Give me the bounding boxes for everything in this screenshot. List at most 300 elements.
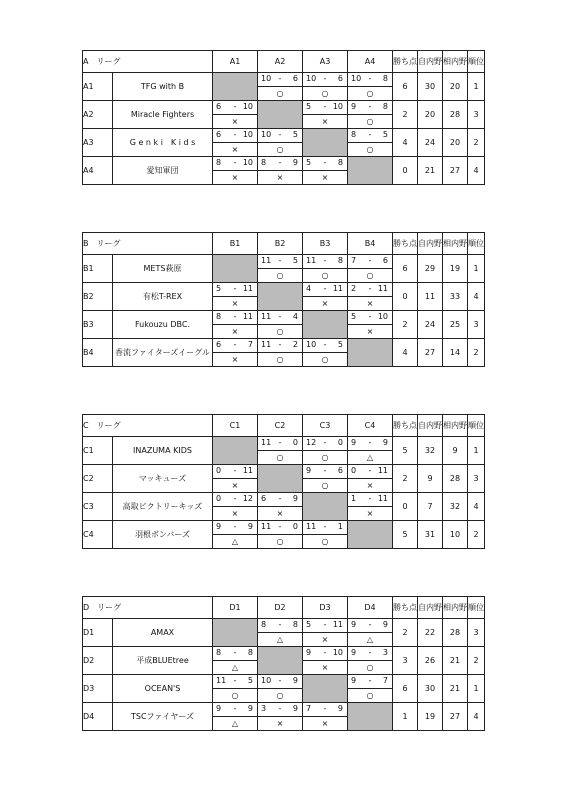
column-header: B4: [348, 233, 393, 255]
score-opp: 9: [292, 494, 298, 503]
result-mark: ×: [213, 353, 258, 367]
team-name: 香流ファイターズイーグル: [113, 339, 213, 367]
score-dash: -: [368, 466, 372, 475]
stat-header: 自内野: [418, 415, 443, 437]
score-own: 5: [306, 158, 312, 167]
score-dash: -: [323, 438, 327, 447]
score-own: 8: [261, 158, 267, 167]
stat-pts: 5: [393, 521, 418, 549]
stat-pts: 5: [393, 437, 418, 465]
score-own: 5: [351, 312, 357, 321]
team-name: マッキューズ: [113, 465, 213, 493]
stat-own: 7: [418, 493, 443, 521]
score-own: 11: [261, 522, 272, 531]
result-mark: △: [213, 661, 258, 675]
team-row: [83, 437, 485, 451]
league-table: [82, 596, 485, 731]
score-dash: -: [233, 704, 237, 713]
stat-rank: 3: [468, 465, 485, 493]
score-opp: 10: [377, 312, 388, 321]
self-match-cell: [303, 493, 348, 521]
score-own: 0: [351, 466, 357, 475]
score-opp: 9: [337, 704, 343, 713]
score-own: 11: [216, 676, 227, 685]
score-cell: [303, 283, 348, 297]
column-header: D1: [213, 597, 258, 619]
result-mark: ×: [348, 479, 393, 493]
score-dash: -: [233, 648, 237, 657]
score-dash: -: [323, 340, 327, 349]
score-dash: -: [323, 648, 327, 657]
score-cell: [348, 437, 393, 451]
score-dash: -: [368, 74, 372, 83]
stat-pts: 2: [393, 101, 418, 129]
score-own: 8: [216, 312, 222, 321]
score-dash: -: [278, 620, 282, 629]
score-opp: 5: [382, 130, 388, 139]
stat-pts: 6: [393, 255, 418, 283]
self-match-cell: [258, 283, 303, 311]
score-dash: -: [278, 438, 282, 447]
score-dash: -: [323, 158, 327, 167]
score-cell: [303, 521, 348, 535]
score-own: 11: [261, 312, 272, 321]
score-opp: 9: [247, 704, 253, 713]
score-opp: 6: [382, 256, 388, 265]
score-own: 5: [306, 620, 312, 629]
score-opp: 5: [247, 676, 253, 685]
score-opp: 10: [332, 102, 343, 111]
score-own: 5: [216, 284, 222, 293]
score-cell: [303, 255, 348, 269]
score-opp: 9: [292, 704, 298, 713]
result-mark: ○: [258, 143, 303, 157]
score-opp: 2: [292, 340, 298, 349]
stat-rank: 4: [468, 283, 485, 311]
score-dash: -: [278, 256, 282, 265]
score-cell: [348, 255, 393, 269]
team-row: [83, 73, 485, 87]
team-name: METS萩原: [113, 255, 213, 283]
team-name: AMAX: [113, 619, 213, 647]
score-own: 9: [306, 648, 312, 657]
score-cell: [348, 493, 393, 507]
stat-rank: 2: [468, 647, 485, 675]
team-row: [83, 647, 485, 661]
team-id: C2: [83, 465, 113, 493]
score-opp: 11: [377, 466, 388, 475]
score-own: 4: [306, 284, 312, 293]
score-opp: 1: [337, 522, 343, 531]
column-header: A1: [213, 51, 258, 73]
score-opp: 5: [292, 130, 298, 139]
score-cell: [348, 675, 393, 689]
score-cell: [258, 339, 303, 353]
result-mark: ○: [258, 269, 303, 283]
score-cell: [303, 465, 348, 479]
score-opp: 4: [292, 312, 298, 321]
stat-opp: 20: [443, 73, 468, 101]
score-dash: -: [278, 312, 282, 321]
stat-rank: 1: [468, 437, 485, 465]
stat-pts: 1: [393, 703, 418, 731]
stat-header: 勝ち点: [393, 233, 418, 255]
stat-own: 32: [418, 437, 443, 465]
result-mark: ×: [348, 297, 393, 311]
column-header: A3: [303, 51, 348, 73]
score-cell: [213, 157, 258, 171]
score-own: 8: [216, 648, 222, 657]
score-opp: 0: [337, 438, 343, 447]
stat-own: 24: [418, 311, 443, 339]
score-cell: [258, 157, 303, 171]
stat-rank: 2: [468, 129, 485, 157]
self-match-cell: [213, 437, 258, 465]
stat-opp: 27: [443, 703, 468, 731]
self-match-cell: [348, 157, 393, 185]
score-opp: 10: [242, 158, 253, 167]
team-id: D2: [83, 647, 113, 675]
team-name: G e n k i K i d s: [113, 129, 213, 157]
result-mark: ○: [348, 689, 393, 703]
score-dash: -: [323, 704, 327, 713]
team-name: TSCファイヤーズ: [113, 703, 213, 731]
score-own: 9: [351, 676, 357, 685]
score-cell: [303, 437, 348, 451]
score-own: 9: [351, 102, 357, 111]
result-mark: ○: [303, 479, 348, 493]
score-own: 8: [351, 130, 357, 139]
result-mark: ×: [303, 661, 348, 675]
stat-own: 22: [418, 619, 443, 647]
stat-own: 9: [418, 465, 443, 493]
self-match-cell: [258, 647, 303, 675]
league-header-row: [83, 415, 485, 437]
score-cell: [303, 339, 348, 353]
score-own: 6: [216, 130, 222, 139]
column-header: D3: [303, 597, 348, 619]
team-name: Miracle Fighters: [113, 101, 213, 129]
team-row: [83, 101, 485, 115]
score-cell: [213, 521, 258, 535]
score-own: 10: [306, 340, 317, 349]
score-dash: -: [278, 522, 282, 531]
team-row: [83, 255, 485, 269]
score-own: 10: [351, 74, 362, 83]
stat-header: 自内野: [418, 597, 443, 619]
score-opp: 6: [337, 74, 343, 83]
stat-opp: 28: [443, 101, 468, 129]
result-mark: ×: [258, 171, 303, 185]
score-own: 9: [351, 648, 357, 657]
team-id: B4: [83, 339, 113, 367]
result-mark: ○: [348, 269, 393, 283]
score-cell: [303, 703, 348, 717]
score-opp: 0: [292, 522, 298, 531]
score-dash: -: [233, 494, 237, 503]
result-mark: ○: [303, 353, 348, 367]
score-own: 0: [216, 494, 222, 503]
result-mark: ×: [258, 717, 303, 731]
league-table: [82, 50, 485, 185]
result-mark: ○: [303, 535, 348, 549]
stat-header: 勝ち点: [393, 51, 418, 73]
score-own: 9: [216, 704, 222, 713]
stat-own: 24: [418, 129, 443, 157]
stat-own: 27: [418, 339, 443, 367]
score-dash: -: [278, 130, 282, 139]
score-dash: -: [233, 312, 237, 321]
score-opp: 6: [292, 74, 298, 83]
self-match-cell: [303, 129, 348, 157]
stat-opp: 33: [443, 283, 468, 311]
team-row: [83, 675, 485, 689]
score-opp: 5: [337, 340, 343, 349]
result-mark: ×: [213, 325, 258, 339]
result-mark: ○: [258, 689, 303, 703]
score-cell: [213, 311, 258, 325]
stat-own: 30: [418, 675, 443, 703]
team-id: D3: [83, 675, 113, 703]
stat-rank: 4: [468, 157, 485, 185]
result-mark: ×: [303, 633, 348, 647]
score-dash: -: [368, 494, 372, 503]
score-cell: [213, 339, 258, 353]
score-cell: [303, 101, 348, 115]
stat-header: 順位: [468, 51, 485, 73]
stat-header: 自内野: [418, 51, 443, 73]
stat-rank: 1: [468, 675, 485, 703]
score-dash: -: [233, 676, 237, 685]
score-cell: [348, 129, 393, 143]
score-own: 9: [306, 466, 312, 475]
score-opp: 8: [382, 102, 388, 111]
score-cell: [258, 129, 303, 143]
stat-opp: 14: [443, 339, 468, 367]
score-opp: 10: [242, 130, 253, 139]
score-cell: [213, 493, 258, 507]
score-cell: [348, 647, 393, 661]
stat-header: 相内野: [443, 415, 468, 437]
result-mark: ○: [258, 325, 303, 339]
stat-opp: 21: [443, 675, 468, 703]
score-opp: 7: [382, 676, 388, 685]
column-header: B2: [258, 233, 303, 255]
stat-pts: 4: [393, 339, 418, 367]
stat-pts: 2: [393, 465, 418, 493]
team-row: [83, 311, 485, 325]
score-own: 11: [306, 522, 317, 531]
team-row: [83, 703, 485, 717]
score-cell: [213, 283, 258, 297]
score-cell: [348, 73, 393, 87]
stat-opp: 21: [443, 647, 468, 675]
team-name: TFG with B: [113, 73, 213, 101]
stat-pts: 0: [393, 157, 418, 185]
stat-opp: 10: [443, 521, 468, 549]
result-mark: ○: [258, 87, 303, 101]
result-mark: ×: [258, 507, 303, 521]
score-cell: [258, 311, 303, 325]
stat-opp: 27: [443, 157, 468, 185]
score-cell: [213, 129, 258, 143]
self-match-cell: [213, 619, 258, 647]
score-own: 7: [306, 704, 312, 713]
score-opp: 8: [337, 158, 343, 167]
score-opp: 11: [332, 620, 343, 629]
score-dash: -: [368, 676, 372, 685]
stat-own: 26: [418, 647, 443, 675]
league-header-row: [83, 233, 485, 255]
score-dash: -: [233, 158, 237, 167]
score-dash: -: [368, 620, 372, 629]
score-own: 5: [306, 102, 312, 111]
score-opp: 9: [247, 522, 253, 531]
score-cell: [258, 619, 303, 633]
column-header: B3: [303, 233, 348, 255]
score-dash: -: [368, 648, 372, 657]
score-cell: [303, 157, 348, 171]
result-mark: ○: [348, 143, 393, 157]
team-name: 有松T-REX: [113, 283, 213, 311]
team-name: 高取ビクトリーキッズ: [113, 493, 213, 521]
score-opp: 8: [292, 620, 298, 629]
stat-rank: 4: [468, 703, 485, 731]
team-name: 平成BLUEtree: [113, 647, 213, 675]
result-mark: ○: [258, 353, 303, 367]
stat-header: 相内野: [443, 597, 468, 619]
score-own: 7: [351, 256, 357, 265]
score-opp: 6: [337, 466, 343, 475]
stat-header: 自内野: [418, 233, 443, 255]
score-cell: [348, 101, 393, 115]
stat-own: 30: [418, 73, 443, 101]
score-own: 2: [351, 284, 357, 293]
column-header: D2: [258, 597, 303, 619]
score-opp: 11: [242, 312, 253, 321]
stat-pts: 4: [393, 129, 418, 157]
score-opp: 3: [382, 648, 388, 657]
result-mark: ×: [213, 143, 258, 157]
column-header: C3: [303, 415, 348, 437]
team-row: [83, 283, 485, 297]
league-title: A リーグ: [83, 51, 213, 73]
stat-header: 相内野: [443, 233, 468, 255]
stat-own: 21: [418, 157, 443, 185]
stat-rank: 1: [468, 73, 485, 101]
league-header-row: [83, 597, 485, 619]
result-mark: ○: [258, 535, 303, 549]
score-opp: 12: [242, 494, 253, 503]
self-match-cell: [348, 339, 393, 367]
score-cell: [258, 437, 303, 451]
result-mark: ○: [303, 87, 348, 101]
score-cell: [258, 73, 303, 87]
score-opp: 8: [337, 256, 343, 265]
score-own: 10: [306, 74, 317, 83]
stat-opp: 28: [443, 619, 468, 647]
score-opp: 8: [382, 74, 388, 83]
result-mark: ○: [213, 689, 258, 703]
column-header: D4: [348, 597, 393, 619]
score-cell: [213, 675, 258, 689]
team-name: INAZUMA KIDS: [113, 437, 213, 465]
score-dash: -: [323, 620, 327, 629]
score-own: 9: [216, 522, 222, 531]
score-dash: -: [368, 130, 372, 139]
score-dash: -: [323, 102, 327, 111]
team-id: A1: [83, 73, 113, 101]
team-id: B3: [83, 311, 113, 339]
score-opp: 11: [377, 494, 388, 503]
score-opp: 7: [247, 340, 253, 349]
self-match-cell: [258, 101, 303, 129]
score-opp: 10: [332, 648, 343, 657]
score-dash: -: [323, 522, 327, 531]
result-mark: ×: [303, 171, 348, 185]
stat-opp: 25: [443, 311, 468, 339]
score-cell: [258, 255, 303, 269]
score-dash: -: [368, 256, 372, 265]
column-header: C1: [213, 415, 258, 437]
score-dash: -: [278, 704, 282, 713]
stat-own: 11: [418, 283, 443, 311]
score-own: 6: [216, 340, 222, 349]
column-header: A4: [348, 51, 393, 73]
score-own: 6: [216, 102, 222, 111]
result-mark: ×: [213, 479, 258, 493]
team-name: 愛知軍団: [113, 157, 213, 185]
self-match-cell: [348, 703, 393, 731]
league-title: D リーグ: [83, 597, 213, 619]
team-row: [83, 619, 485, 633]
stat-opp: 28: [443, 465, 468, 493]
league-table: [82, 232, 485, 367]
stat-own: 31: [418, 521, 443, 549]
stat-opp: 9: [443, 437, 468, 465]
team-id: A4: [83, 157, 113, 185]
stat-pts: 6: [393, 73, 418, 101]
self-match-cell: [258, 465, 303, 493]
self-match-cell: [213, 73, 258, 101]
score-dash: -: [323, 74, 327, 83]
result-mark: △: [213, 717, 258, 731]
score-cell: [258, 703, 303, 717]
stat-opp: 19: [443, 255, 468, 283]
score-own: 8: [216, 158, 222, 167]
score-dash: -: [368, 102, 372, 111]
column-header: C2: [258, 415, 303, 437]
result-mark: ○: [348, 115, 393, 129]
score-cell: [213, 703, 258, 717]
team-id: C1: [83, 437, 113, 465]
stat-pts: 2: [393, 619, 418, 647]
score-cell: [348, 619, 393, 633]
stat-rank: 3: [468, 101, 485, 129]
score-own: 10: [261, 130, 272, 139]
team-name: Fukouzu DBC.: [113, 311, 213, 339]
stat-rank: 3: [468, 311, 485, 339]
score-dash: -: [233, 466, 237, 475]
league-title: C リーグ: [83, 415, 213, 437]
result-mark: ×: [303, 717, 348, 731]
team-row: [83, 465, 485, 479]
column-header: B1: [213, 233, 258, 255]
score-dash: -: [323, 466, 327, 475]
score-own: 11: [261, 256, 272, 265]
column-header: A2: [258, 51, 303, 73]
result-mark: ×: [348, 325, 393, 339]
